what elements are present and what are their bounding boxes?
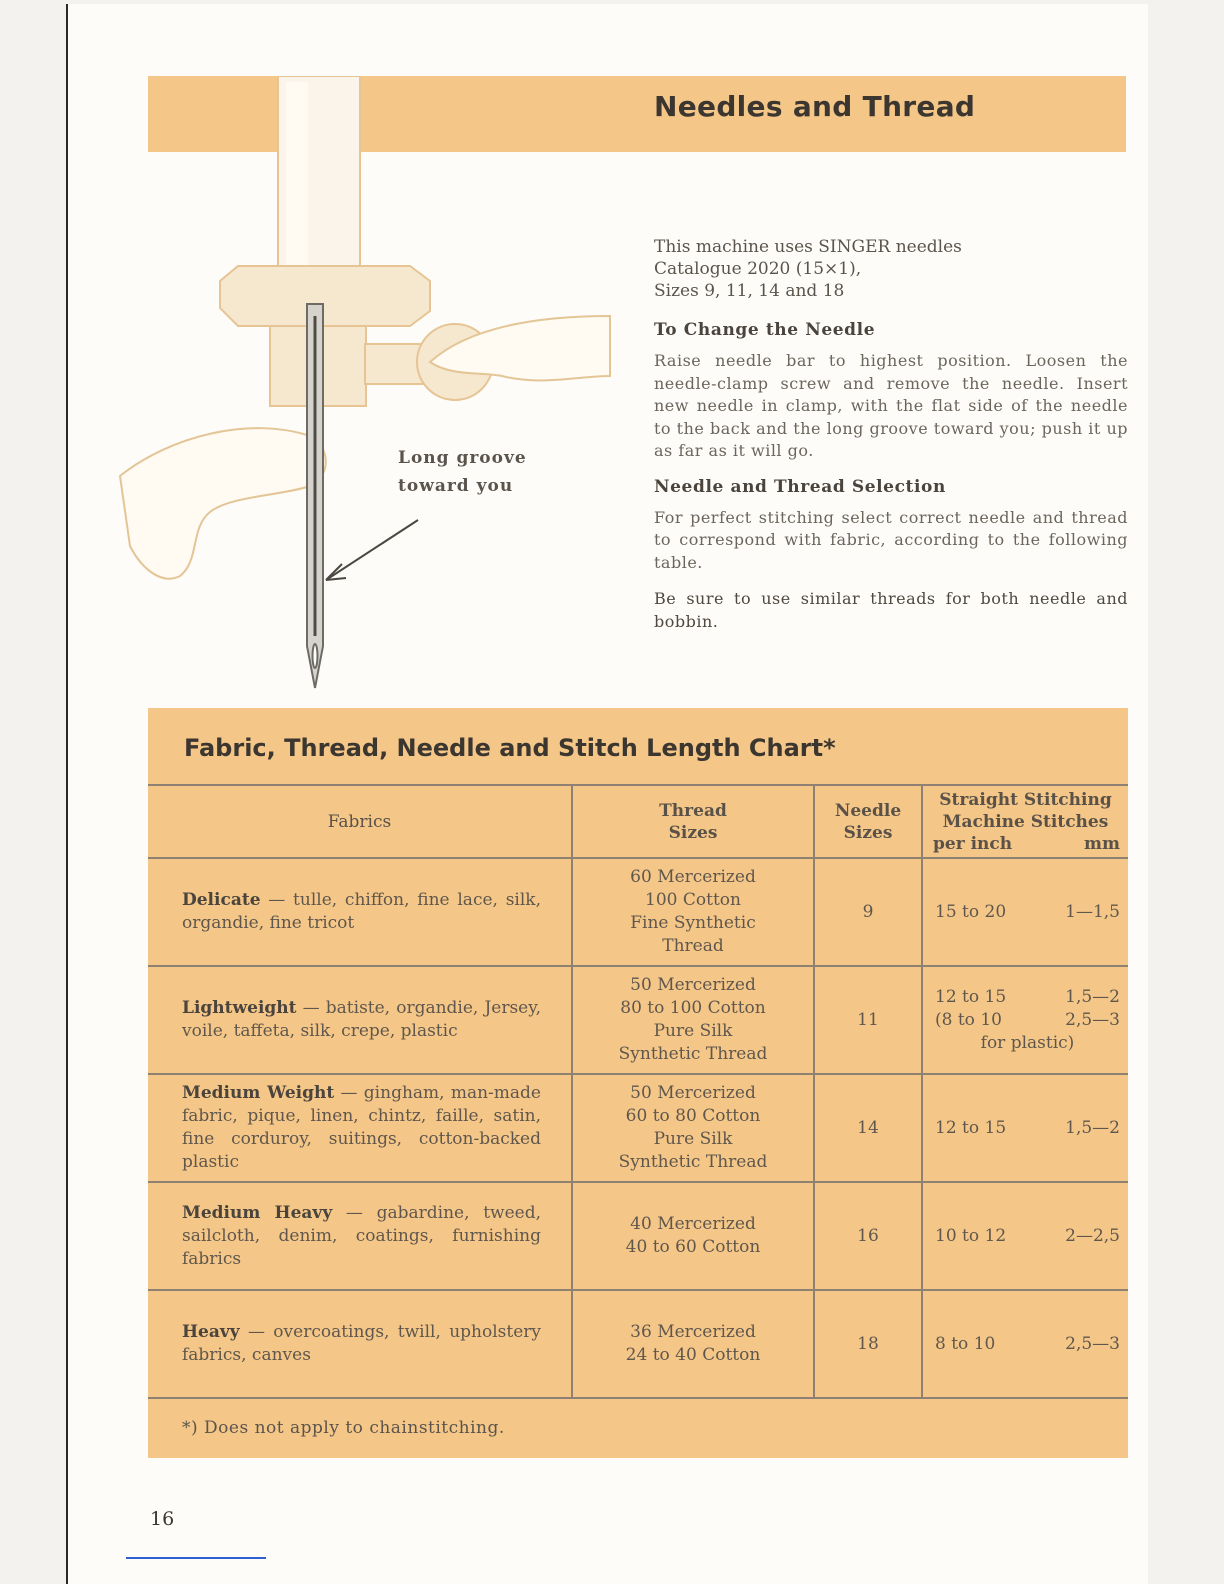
needle (307, 304, 323, 688)
needle-catalogue-intro: This machine uses SINGER needles Catalogue 2020 (15×1), Sizes 9, 11, 14 and 18 (654, 237, 962, 301)
fabric-cell: Medium Heavy — gabardine, tweed, sailcloth, denim, coatings, furnishing fabrics (148, 1182, 572, 1290)
col-header-needle: Needle Sizes (814, 785, 922, 858)
table-row (148, 966, 1128, 1074)
thread-cell: 36 Mercerized 24 to 40 Cotton (572, 1290, 814, 1398)
stitch-cell: 8 to 10 2,5—3 (922, 1290, 1128, 1398)
arrow-icon (326, 520, 418, 580)
callout-line-1: Long groove (398, 448, 527, 468)
selection-text: For perfect stitching select correct needle and thread to correspond with fabric, according to the following table. (654, 507, 1128, 572)
needle-bar (278, 76, 360, 276)
col-header-stitches: Straight Stitching Machine Stitches per inch mm (922, 785, 1128, 858)
thread-cell: 40 Mercerized 40 to 60 Cotton (572, 1182, 814, 1290)
callout-line-2: toward you (398, 476, 514, 496)
needle-cell: 9 (814, 858, 922, 966)
fabric-cell: Delicate — tulle, chiffon, fine lace, silk, organdie, fine tricot (148, 858, 572, 966)
change-needle-text: Raise needle bar to highest position. Loosen the needle-clamp screw and remove the needle. Insert new needle in clamp, with the flat side of the needle to the back and the long groove toward you; push it up as far as it will go. (654, 351, 1128, 460)
needle-cell: 16 (814, 1182, 922, 1290)
table-row (148, 1074, 1128, 1182)
thread-cell: 50 Mercerized 60 to 80 Cotton Pure Silk Synthetic Thread (572, 1074, 814, 1182)
footer-rule (126, 1557, 266, 1559)
col-header-thread: Thread Sizes (572, 785, 814, 858)
needle-cell: 14 (814, 1074, 922, 1182)
instructions-column (654, 236, 1128, 647)
needle-cell: 18 (814, 1290, 922, 1398)
fabric-cell: Heavy — overcoatings, twill, upholstery fabrics, canves (148, 1290, 572, 1398)
bobbin-note: Be sure to use similar threads for both needle and bobbin. (654, 589, 1128, 631)
selection-heading: Needle and Thread Selection (654, 476, 946, 497)
page-title: Needles and Thread (654, 90, 976, 123)
table-row (148, 1290, 1128, 1398)
table-row (148, 858, 1128, 966)
needle-cell: 11 (814, 966, 922, 1074)
needle-clamp-illustration (110, 76, 630, 696)
chart-footnote: *) Does not apply to chainstitching. (182, 1418, 505, 1438)
table-header-row (148, 785, 1128, 858)
change-needle-heading: To Change the Needle (654, 320, 876, 340)
stitch-cell: 12 to 15 1,5—2 (922, 1074, 1128, 1182)
fabric-cell: Medium Weight — gingham, man-made fabric, pique, linen, chintz, faille, satin, fine corduroy, suitings, cotton-backed plastic (148, 1074, 572, 1182)
fabric-chart-table (148, 784, 1128, 1399)
stitch-cell: 10 to 12 2—2,5 (922, 1182, 1128, 1290)
stitch-cell: 15 to 20 1—1,5 (922, 858, 1128, 966)
stitch-cell: 12 to 15 1,5—2 (8 to 10 2,5—3 for plastic) (922, 966, 1128, 1074)
chart-title: Fabric, Thread, Needle and Stitch Length Chart* (184, 734, 836, 762)
thread-cell: 60 Mercerized 100 Cotton Fine Synthetic Thread (572, 858, 814, 966)
col-header-fabrics: Fabrics (148, 785, 572, 858)
left-hand (120, 428, 326, 579)
fabric-cell: Lightweight — batiste, organdie, Jersey, voile, taffeta, silk, crepe, plastic (148, 966, 572, 1074)
page-number: 16 (150, 1508, 175, 1530)
table-row (148, 1182, 1128, 1290)
groove-callout (398, 444, 527, 500)
thread-cell: 50 Mercerized 80 to 100 Cotton Pure Silk Synthetic Thread (572, 966, 814, 1074)
